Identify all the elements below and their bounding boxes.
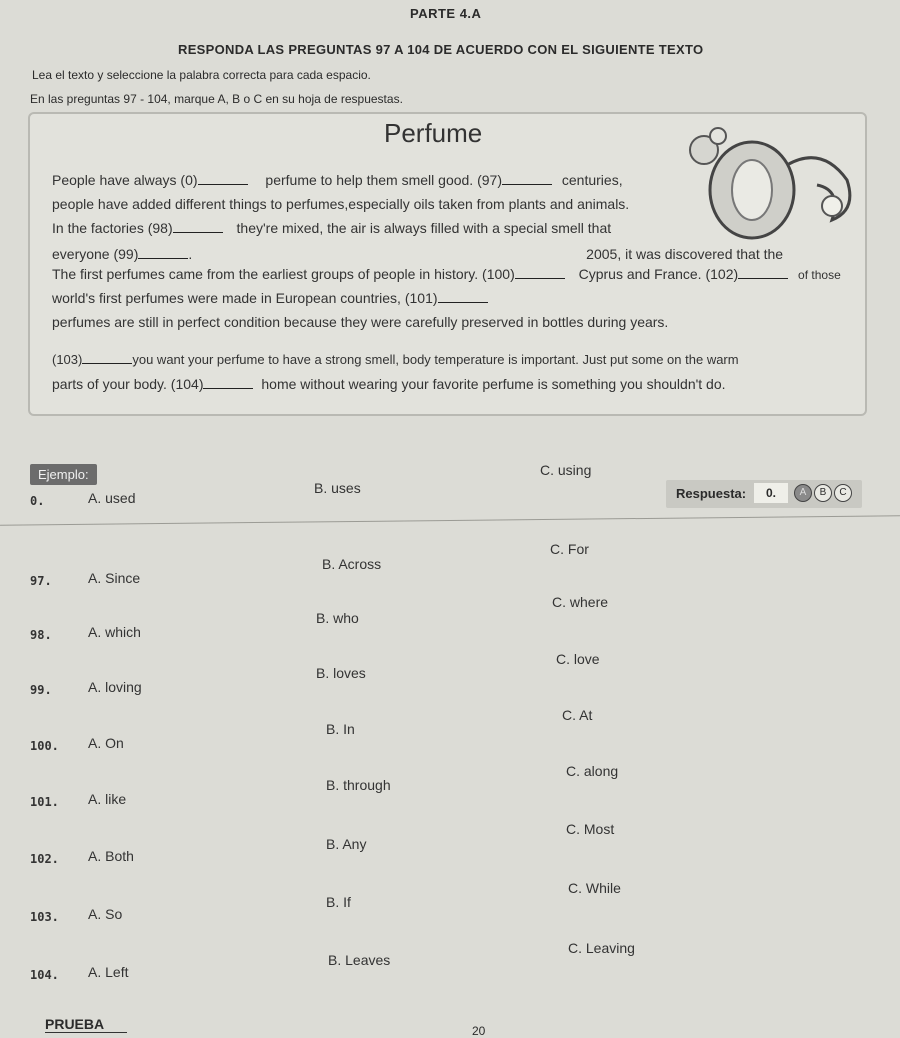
question-number: 101.	[30, 795, 59, 809]
option-b: B. loves	[316, 665, 366, 681]
passage-title: Perfume	[384, 118, 483, 148]
answer-label: Respuesta:	[676, 486, 747, 501]
option-a: A. Since	[88, 570, 141, 586]
blank-0	[198, 183, 248, 185]
option-b: B. Across	[322, 556, 382, 572]
blank-101	[438, 301, 488, 303]
option-b: B. Any	[326, 836, 367, 852]
passage-line-8: (103) you want your perfume to have a strong smell, body temperature is important. Just put some on the warm	[52, 352, 739, 367]
passage-line-1: People have always (0) perfume to help them smell good. (97) centuries,	[52, 172, 623, 188]
instruction-text-2: En las preguntas 97 - 104, marque A, B o C en su hoja de respuestas.	[30, 92, 403, 106]
passage-line-6: world's first perfumes were made in European countries, (101)	[52, 290, 488, 306]
example-number: 0.	[30, 494, 45, 508]
question-number: 98.	[30, 628, 52, 642]
option-c: C. At	[562, 707, 593, 723]
option-a: A. On	[88, 735, 124, 751]
passage-line-3: In the factories (98) they're mixed, the air is always filled with a special smell that	[52, 220, 612, 236]
passage-line-5: The first perfumes came from the earliest groups of people in history. (100) Cyprus and France. (102) of those	[52, 266, 841, 282]
option-c: C. love	[556, 651, 600, 667]
answer-bubble-c: C	[834, 484, 852, 502]
footer-label: PRUEBA	[45, 1016, 105, 1032]
example-option-c: C. using	[540, 462, 592, 478]
passage-line-9: parts of your body. (104) home without wearing your favorite perfume is something you shouldn't do.	[52, 376, 726, 392]
option-a: A. Both	[88, 848, 134, 864]
answer-bubble-a: A	[794, 484, 812, 502]
perfume-bottle-icon	[682, 110, 862, 260]
blank-98	[173, 231, 223, 233]
option-c: C. Leaving	[568, 940, 635, 956]
passage-line-4: everyone (99) . 2005, it was discovered that the	[52, 246, 784, 262]
instruction-heading: RESPONDA LAS PREGUNTAS 97 A 104 DE ACUERDO CON EL SIGUIENTE TEXTO	[178, 42, 704, 57]
option-b: B. In	[326, 721, 355, 737]
question-number: 97.	[30, 574, 52, 588]
option-b: B. Leaves	[328, 952, 391, 968]
page-number: 20	[472, 1024, 486, 1038]
option-a: A. which	[88, 624, 141, 640]
blank-103	[82, 362, 132, 364]
blank-104	[203, 387, 253, 389]
option-c: C. For	[550, 541, 589, 557]
question-number: 99.	[30, 683, 52, 697]
blank-99	[138, 257, 188, 259]
divider	[0, 515, 900, 525]
option-c: C. where	[552, 594, 609, 610]
option-a: A. Left	[88, 964, 129, 980]
option-a: A. loving	[88, 679, 142, 695]
option-b: B. through	[326, 777, 391, 793]
option-a: A. So	[88, 906, 123, 922]
instruction-text-1: Lea el texto y seleccione la palabra correcta para cada espacio.	[32, 68, 371, 82]
answer-bubble-b: B	[814, 484, 832, 502]
example-tag: Ejemplo:	[30, 464, 97, 485]
example-option-b: B. uses	[314, 480, 361, 496]
section-title: PARTE 4.A	[410, 6, 482, 21]
question-number: 100.	[30, 739, 59, 753]
passage-line-2: people have added different things to perfumes,especially oils taken from plants and animals.	[52, 196, 630, 212]
answer-number: 0.	[754, 483, 788, 503]
option-c: C. along	[566, 763, 619, 779]
option-c: C. While	[568, 880, 621, 896]
blank-100	[515, 277, 565, 279]
passage-line-7: perfumes are still in perfect condition because they were carefully preserved in bottles during years.	[52, 314, 669, 330]
option-a: A. like	[88, 791, 127, 807]
question-number: 104.	[30, 968, 59, 982]
answer-box	[666, 480, 862, 508]
blank-102	[738, 277, 788, 279]
question-number: 103.	[30, 910, 59, 924]
blank-97	[502, 183, 552, 185]
option-b: B. If	[326, 894, 351, 910]
option-c: C. Most	[566, 821, 615, 837]
example-option-a: A. used	[88, 490, 136, 506]
option-b: B. who	[316, 610, 359, 626]
question-number: 102.	[30, 852, 59, 866]
footer-underline	[45, 1032, 127, 1033]
